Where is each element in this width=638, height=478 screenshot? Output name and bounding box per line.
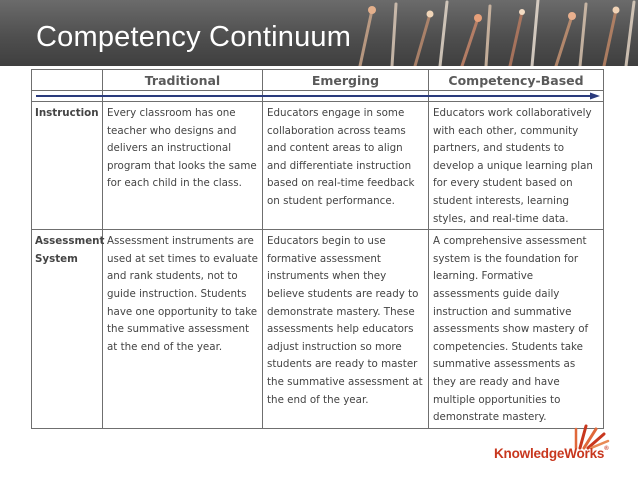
cell-assessment-traditional: Assessment instruments are used at set times to evaluate and rank students, not to guide instruction. Students have one opportunity to take the summative assessment at the end of the year.	[103, 230, 263, 429]
cell-instruction-emerging: Educators engage in some collaboration across teams and content areas to align and differentiate instruction based on real-time feedback on student performance.	[263, 102, 429, 230]
knowledgeworks-logo	[494, 446, 608, 461]
registered-mark: ®	[604, 446, 609, 452]
table-row	[32, 230, 604, 429]
cell-instruction-competency-based: Educators work collaboratively with each other, community partners, and students to develop a unique learning plan for every student based on student interests, learning styles, and real-time data.	[429, 102, 604, 230]
logo-wordmark: KnowledgeWorks	[494, 446, 605, 461]
row-label-instruction: Instruction	[32, 102, 103, 230]
cell-assessment-competency-based: A comprehensive assessment system is the foundation for learning. Formative assessments guide daily instruction and summative assessments show mastery of competencies. Students take summative assessments as they are ready and have multiple opportunities to demonstrate mastery.	[429, 230, 604, 429]
arrow-cell	[263, 91, 429, 102]
header-empty	[32, 70, 103, 91]
header-row	[32, 70, 604, 91]
table-row	[32, 102, 604, 230]
header-competency-based: Competency-Based	[429, 70, 604, 91]
cell-assessment-emerging: Educators begin to use formative assessment instruments when they believe students are ready to demonstrate mastery. These assessments help educators adjust instruction so more students are ready to master the summative assessment at the end of the year.	[263, 230, 429, 429]
arrow-cell	[103, 91, 263, 102]
row-label-assessment-system: Assessment System	[32, 230, 103, 429]
page-title: Competency Continuum	[36, 21, 352, 53]
competency-table	[31, 69, 604, 429]
cell-instruction-traditional: Every classroom has one teacher who designs and delivers an instructional program that looks the same for each child in the class.	[103, 102, 263, 230]
header-traditional: Traditional	[103, 70, 263, 91]
arrow-cell	[429, 91, 604, 102]
title-banner	[0, 0, 638, 66]
header-emerging: Emerging	[263, 70, 429, 91]
arrow-row	[32, 91, 604, 102]
